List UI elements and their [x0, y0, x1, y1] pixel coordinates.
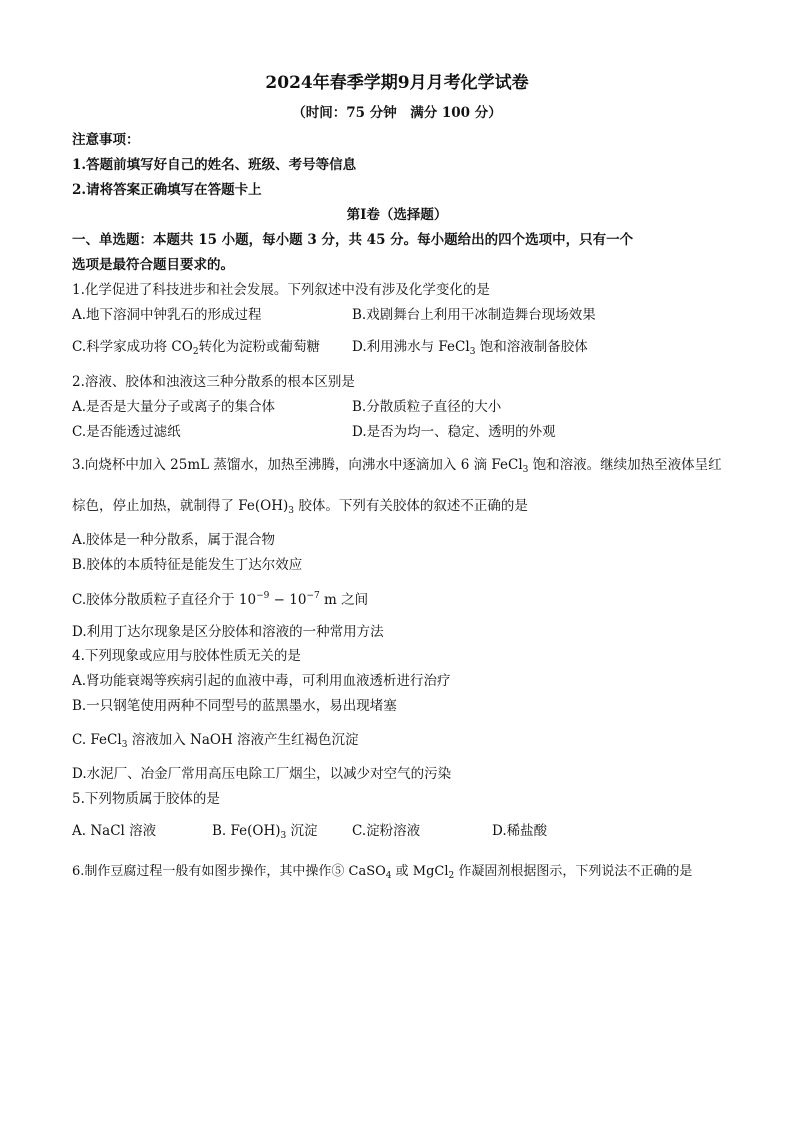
question-3-option-b: B.胶体的本质特征是能发生丁达尔效应: [72, 557, 303, 573]
question-5-option-d: D.稀盐酸: [492, 823, 548, 839]
question-6-stem: 6.制作豆腐过程一般有如图步操作，其中操作⑤ CaSO$_4$ 或 MgCl$_2$ 作凝固剂根据图示，下列说法不正确的是: [72, 864, 693, 881]
page-title: 2024年春季学期9月月考化学试卷: [265, 73, 529, 93]
question-3-stem-line-1: 3.向烧杯中加入 25mL 蒸馏水，加热至沸腾，向沸水中逐滴加入 6 滴 FeCl$_3$ 饱和溶液。继续加热至液体呈红: [72, 457, 722, 475]
exam-time-info: （时间：75 分钟 满分 100 分）: [292, 105, 502, 121]
question-3-option-c: C.胶体分散质粒子直径介于 $10^{-9} - 10^{-7}$ m 之间: [72, 591, 369, 608]
question-4-option-c: C. FeCl$_3$ 溶液加入 NaOH 溶液产生红褐色沉淀: [72, 732, 359, 750]
question-5-option-b: B. $Fe(OH)_3$ 沉淀: [212, 823, 318, 841]
question-2-option-d: D.是否为均一、稳定、透明的外观: [352, 424, 556, 440]
notice-item-2: 2.请将答案正确填写在答题卡上: [72, 182, 262, 198]
question-5-option-c: C.淀粉溶液: [352, 823, 421, 839]
question-5-stem: 5.下列物质属于胶体的是: [72, 791, 220, 807]
question-1-option-c: C.科学家成功将 $CO_2$转化为淀粉或葡萄糖: [72, 339, 321, 357]
section-intro-line-2: 选项是最符合题目要求的。: [72, 257, 234, 273]
question-2-option-a: A.是否是大量分子或离子的集合体: [72, 399, 276, 415]
question-5-option-a: A. NaCl 溶液: [72, 823, 157, 839]
question-4-stem: 4.下列现象或应用与胶体性质无关的是: [72, 648, 301, 664]
question-1-stem: 1.化学促进了科技进步和社会发展。下列叙述中没有涉及化学变化的是: [72, 282, 490, 298]
question-2-option-b: B.分散质粒子直径的大小: [352, 399, 502, 415]
question-3-option-a: A.胶体是一种分散系，属于混合物: [72, 532, 276, 548]
question-2-stem: 2.溶液、胶体和浊液这三种分散系的根本区别是: [72, 374, 355, 390]
notice-heading: 注意事项：: [72, 132, 140, 148]
question-3-option-d: D.利用丁达尔现象是区分胶体和溶液的一种常用方法: [72, 624, 384, 640]
question-1-option-d: D.利用沸水与 FeCl$_3$ 饱和溶液制备胶体: [352, 339, 588, 357]
question-1-option-a: A.地下溶洞中钟乳石的形成过程: [72, 307, 262, 323]
question-1-option-b: B.戏剧舞台上利用干冰制造舞台现场效果: [352, 307, 596, 323]
question-3-stem-line-2: 棕色，停止加热，就制得了 $Fe(OH)_3$ 胶体。下列有关胶体的叙述不正确的是: [72, 498, 528, 516]
question-4-option-d: D.水泥厂、冶金厂常用高压电除工厂烟尘，以减少对空气的污染: [72, 766, 452, 782]
question-4-option-a: A.肾功能衰竭等疾病引起的血液中毒，可利用血液透析进行治疗: [72, 673, 451, 689]
notice-item-1: 1.答题前填写好自己的姓名、班级、考号等信息: [72, 157, 357, 173]
section-title: 第Ⅰ卷（选择题）: [346, 207, 448, 223]
section-intro-line-1: 一、单选题：本题共 15 小题，每小题 3 分，共 45 分。每小题给出的四个选项中，只有一个: [72, 232, 634, 248]
question-2-option-c: C.是否能透过滤纸: [72, 424, 181, 440]
question-4-option-b: B.一只钢笔使用两种不同型号的蓝黑墨水，易出现堵塞: [72, 698, 397, 714]
